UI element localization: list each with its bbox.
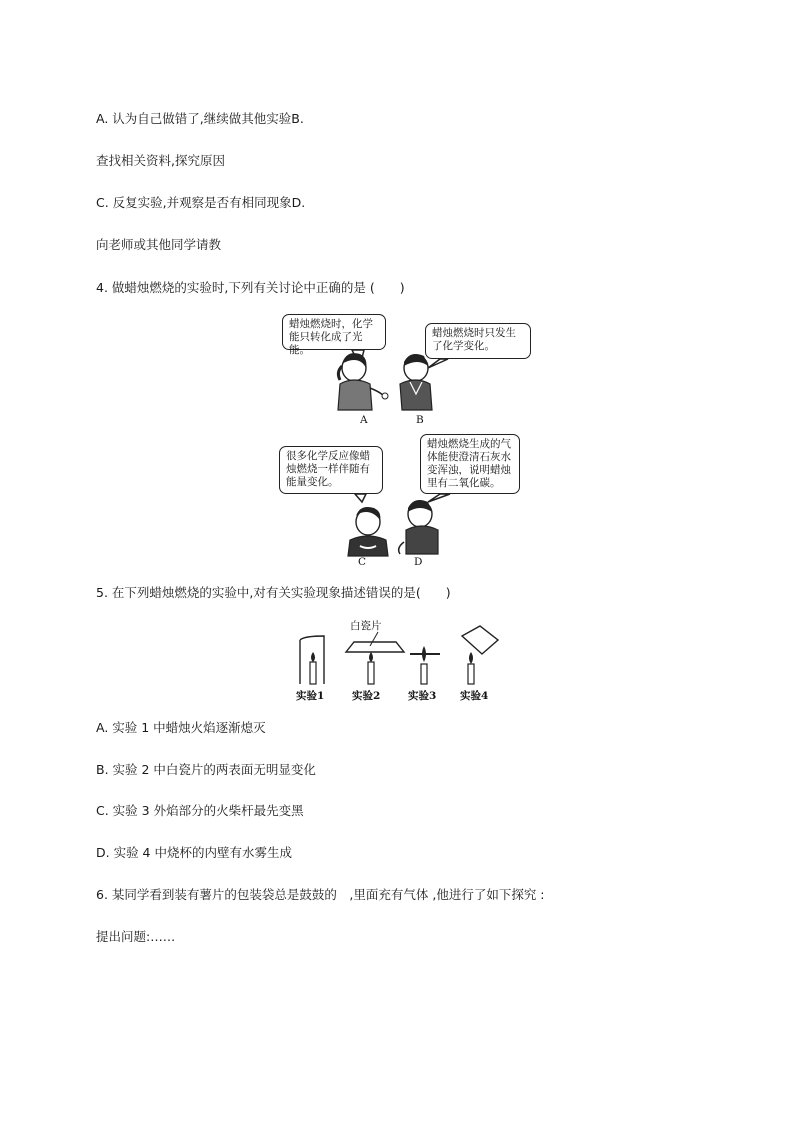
q3-option-c-d: C. 反复实验,并观察是否有相同现象D. [96,195,306,210]
q4-stem: 4. 做蜡烛燃烧的实验时,下列有关讨论中正确的是 ( ) [96,280,405,295]
student-a-figure [338,353,388,410]
q3-option-b-text: 查找相关资料,探究原因 [96,153,225,168]
speech-bubble-b: 蜡烛燃烧时只发生了化学变化。 [425,323,531,359]
q5-experiments-figure [290,618,510,708]
q6-stem: 6. 某同学看到装有薯片的包装袋总是鼓鼓的 ,里面充有气体 ,他进行了如下探究 : [96,887,545,902]
exp3-label: 实验3 [408,690,437,702]
speech-bubble-a: 蜡烛燃烧时，化学能只转化成了光能。 [282,314,386,350]
label-b: B [416,414,424,426]
exp4-label: 实验4 [460,690,489,702]
student-d-figure [399,500,438,554]
q5-option-b: B. 实验 2 中白瓷片的两表面无明显变化 [96,762,316,777]
exp2-label: 实验2 [352,690,381,702]
q5-option-a: A. 实验 1 中蜡烛火焰逐渐熄灭 [96,720,266,735]
porcelain-label: 白瓷片 [350,620,382,632]
q6-question-line: 提出问题:…… [96,929,176,944]
exp1-label: 实验1 [296,690,325,702]
experiment-3-drawing [410,646,440,684]
q5-stem: 5. 在下列蜡烛燃烧的实验中,对有关实验现象描述错误的是( ) [96,585,451,600]
speech-bubble-d: 蜡烛燃烧生成的气体能使澄清石灰水变浑浊，说明蜡烛里有二氧化碳。 [420,434,520,494]
q4-discussion-figure [270,310,530,570]
experiment-4-drawing [462,626,498,684]
experiment-1-drawing [300,636,324,684]
label-c: C [358,556,367,568]
students-illustration [270,310,530,570]
q3-option-d-text: 向老师或其他同学请教 [96,237,222,252]
label-d: D [414,556,423,568]
student-b-figure [400,354,432,410]
q3-option-a-b: A. 认为自己做错了,继续做其他实验B. [96,111,304,126]
student-c-figure [348,507,388,556]
label-a: A [360,414,368,426]
experiment-2-drawing [346,632,404,684]
q5-option-d: D. 实验 4 中烧杯的内壁有水雾生成 [96,845,292,860]
q5-option-c: C. 实验 3 外焰部分的火柴杆最先变黑 [96,803,304,818]
speech-bubble-c: 很多化学反应像蜡烛燃烧一样伴随有能量变化。 [279,446,383,494]
